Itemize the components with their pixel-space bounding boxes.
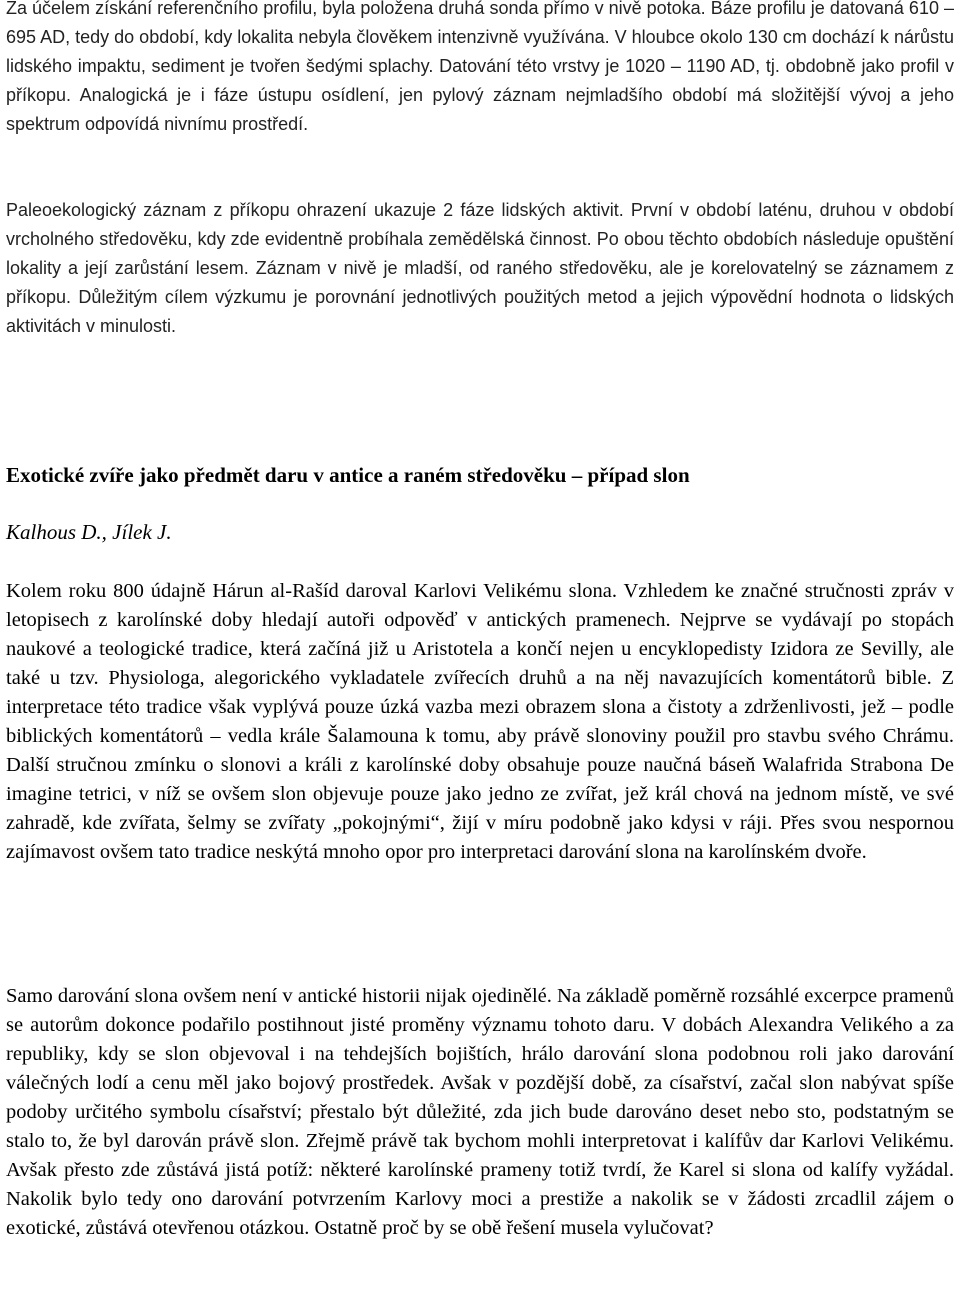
article-authors: Kalhous D., Jílek J.	[6, 520, 172, 544]
paragraph-profile-reference: Za účelem získání referenčního profilu, byla položena druhá sonda přímo v nivě potoka. Báze profilu je datovaná 610 – 695 AD, tedy do období, kdy lokalita nebyla člověkem intenzivně využívána. V hloubce okolo 130 cm dochází k nárůstu lidského impaktu, sediment je tvořen šedými splachy. Datování této vrstvy je 1020 – 1190 AD, tj. obdobně jako profil v příkopu. Analogická je i fáze ústupu osídlení, jen pylový záznam nejmladšího období má složitější vývoj a jeho spektrum odpovídá nivnímu prostředí.	[6, 0, 954, 134]
article-title: Exotické zvíře jako předmět daru v antice a raném středověku – případ slon	[6, 463, 690, 487]
paragraph-paleoecology-summary: Paleoekologický záznam z příkopu ohrazení ukazuje 2 fáze lidských aktivit. První v období laténu, druhou v období vrcholného středověku, kdy zde evidentně probíhala zemědělská činnost. Po obou těchto obdobích následuje opuštění lokality a její zarůstání lesem. Záznam v nivě je mladší, od raného středověku, ale je korelovatelný se záznamem z příkopu. Důležitým cílem výzkumu je porovnání jednotlivých použitých metod a jejich výpovědní hodnota o lidských aktivitách v minulosti.	[6, 200, 954, 336]
paragraph-elephant-antiquity: Samo darování slona ovšem není v antické historii nijak ojedinělé. Na základě poměrně rozsáhlé excerpce pramenů se autorům dokonce podařilo postihnout jisté proměny významu tohoto daru. V dobách Alexandra Velikého a za republiky, kdy se slon objevoval i na tehdejších bojištích, hrálo darování slona podobnou roli jako darování válečných lodí a cenu měl jako bojový prostředek. Avšak v pozdější době, za císařství, začal slon nabývat spíše podoby určitého symbolu císařství; přestalo být důležité, zda jich bude darováno deset nebo sto, podstatným se stalo to, že byl darován právě slon. Zřejmě právě tak bychom mohli interpretovat i kalífův dar Karlovi Velikému. Avšak přesto zde zůstává jistá potíž: některé karolínské prameny totiž tvrdí, že Karel si slona od kalífy vyžádal. Nakolik bylo tedy ono darování potvrzením Karlovy moci a prestiže a nakolik se v žádosti zrcadlil zájem o exotické, zůstává otevřenou otázkou. Ostatně proč by se obě řešení musela vylučovat?	[6, 985, 954, 1239]
paragraph-elephant-gift: Kolem roku 800 údajně Hárun al-Rašíd daroval Karlovi Velikému slona. Vzhledem ke značné stručnosti zpráv v letopisech z karolínské doby hledají autoři odpověď v antických pramenech. Nejprve se vydávají po stopách naukové a teologické tradice, která začíná již u Aristotela a končí nejen u encyklopedisty Izidora ze Sevilly, ale také u tzv. Physiologa, alegorického vykladatele zvířecích druhů a na něj navazujících komentátorů bible. Z interpretace této tradice však vyplývá pouze úzká vazba mezi obrazem slona a čistoty a zdrženlivosti, jež – podle biblických komentátorů – vedla krále Šalamouna k tomu, aby právě slonoviny použil pro stavbu svého Chrámu. Další stručnou zmínku o slonovi a králi z karolínské doby obsahuje pouze naučná báseň Walafrida Strabona De imagine tetrici, v níž se ovšem slon objevuje pouze jako jedno ze zvířat, jež král chová na jednom místě, ve své zahradě, kde zvířata, šelmy se zvířaty „pokojnými“, žijí v míru podobně jako kdysi v ráji. Přes svou nespornou zajímavost ovšem tato tradice neskýtá mnoho opor pro interpretaci darování slona na karolínském dvoře.	[6, 580, 954, 863]
